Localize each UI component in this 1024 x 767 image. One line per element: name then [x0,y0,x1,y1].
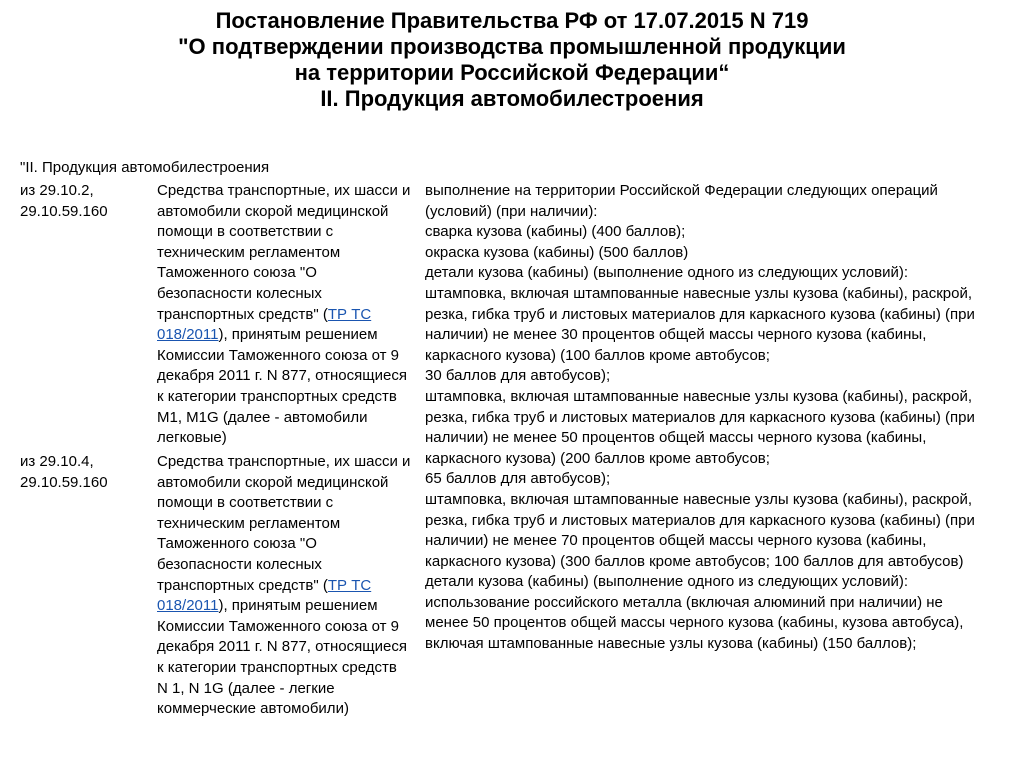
condition-line: наличии) не менее 30 процентов общей массы черного кузова (кабины, [425,326,927,344]
condition-line: штамповка, включая штампованные навесные узлы кузова (кабины), раскрой, [425,284,972,302]
desc-line: помощи в соответствии с [157,494,334,512]
desc-line: техническим регламентом [157,243,341,261]
condition-line: менее 50 процентов общей массы черного кузова (кабины, кузова автобуса), [425,614,964,632]
title-line-3: на территории Российской Федерации“ [294,60,730,85]
desc-line: помощи в соответствии с [157,223,334,241]
desc-line: декабря 2011 г. N 877, относящиеся [157,367,407,385]
condition-line: включая штампованные навесные узлы кузова (кабины) (150 баллов); [425,635,917,653]
desc-line: к категории транспортных средств [157,658,397,676]
desc-line: Средства транспортные, их шасси и [157,453,411,470]
condition-line: 65 баллов для автобусов); [425,470,611,488]
row-2-code [20,452,150,493]
desc-line: коммерческие автомобили) [157,700,349,718]
condition-line: каркасного кузова) (100 баллов кроме автобусов; [425,346,770,364]
desc-line: N 1, N 1G (далее - легкие [157,679,335,697]
code-line: из 29.10.4, [20,453,94,470]
condition-line: выполнение на территории Российской Федерации следующих операций [425,182,938,199]
condition-line: 30 баллов для автобусов); [425,367,611,385]
title-line-4: II. Продукция автомобилестроения [320,86,704,111]
desc-line: декабря 2011 г. N 877, относящиеся [157,638,407,656]
desc-link-suffix: ), принятым решением [218,597,378,615]
conditions-column [425,181,1010,655]
condition-line: каркасного кузова) (300 баллов кроме автобусов; 100 баллов для автобусов) [425,552,964,570]
desc-line: безопасности колесных [157,284,322,302]
desc-line [157,305,419,326]
desc-line [157,596,419,617]
desc-link-prefix: транспортных средств" ( [157,305,328,323]
desc-line [157,576,419,597]
desc-line: Таможенного союза "О [157,535,317,553]
condition-line: использование российского металла (включая алюминий при наличии) не [425,593,943,611]
code-line: из 29.10.2, [20,182,94,199]
regulation-link-part-1[interactable]: ТР ТС [327,576,372,594]
desc-line: к категории транспортных средств [157,387,397,405]
condition-line: штамповка, включая штампованные навесные узлы кузова (кабины), раскрой, [425,387,972,405]
desc-line: Комиссии Таможенного союза от 9 [157,346,399,364]
desc-line: автомобили скорой медицинской [157,202,389,220]
desc-line [157,325,419,346]
section-heading: "II. Продукция автомобилестроения [20,159,270,176]
regulation-link-part-2[interactable]: 018/2011 [157,597,219,615]
desc-line: автомобили скорой медицинской [157,473,389,491]
desc-line: безопасности колесных [157,555,322,573]
code-line: 29.10.59.160 [20,202,108,220]
row-1-code [20,181,150,222]
desc-line: М1, M1G (далее - автомобили [157,408,368,426]
condition-line: детали кузова (кабины) (выполнение одного из следующих условий): [425,573,908,591]
row-1-description [157,181,419,449]
condition-line: детали кузова (кабины) (выполнение одного из следующих условий): [425,264,908,282]
slide-title [0,8,1024,112]
condition-line: резка, гибка труб и листовых материалов для каркасного кузова (кабины) (при [425,408,975,426]
condition-line: штамповка, включая штампованные навесные узлы кузова (кабины), раскрой, [425,490,972,508]
desc-line: Комиссии Таможенного союза от 9 [157,617,399,635]
row-2-description [157,452,419,720]
condition-line: резка, гибка труб и листовых материалов для каркасного кузова (кабины) (при [425,511,975,529]
condition-line: окраска кузова (кабины) (500 баллов) [425,243,689,261]
condition-line: наличии) не менее 70 процентов общей массы черного кузова (кабины, [425,532,927,550]
desc-line: Средства транспортные, их шасси и [157,182,411,199]
condition-line: каркасного кузова) (200 баллов кроме автобусов; [425,449,770,467]
condition-line: наличии) не менее 50 процентов общей массы черного кузова (кабины, [425,429,927,447]
desc-line: техническим регламентом [157,514,341,532]
condition-line: (условий) (при наличии): [425,202,598,220]
title-line-1: Постановление Правительства РФ от 17.07.2015 N 719 [215,8,809,33]
desc-link-prefix: транспортных средств" ( [157,576,328,594]
desc-link-suffix: ), принятым решением [218,326,378,344]
title-line-2: "О подтверждении производства промышленной продукции [178,34,846,59]
condition-line: резка, гибка труб и листовых материалов для каркасного кузова (кабины) (при [425,305,975,323]
desc-line: Таможенного союза "О [157,264,317,282]
desc-line: легковые) [157,429,227,447]
regulation-link-part-2[interactable]: 018/2011 [157,326,219,344]
condition-line: сварка кузова (кабины) (400 баллов); [425,223,686,241]
regulation-link-part-1[interactable]: ТР ТС [327,305,372,323]
code-line: 29.10.59.160 [20,473,108,491]
